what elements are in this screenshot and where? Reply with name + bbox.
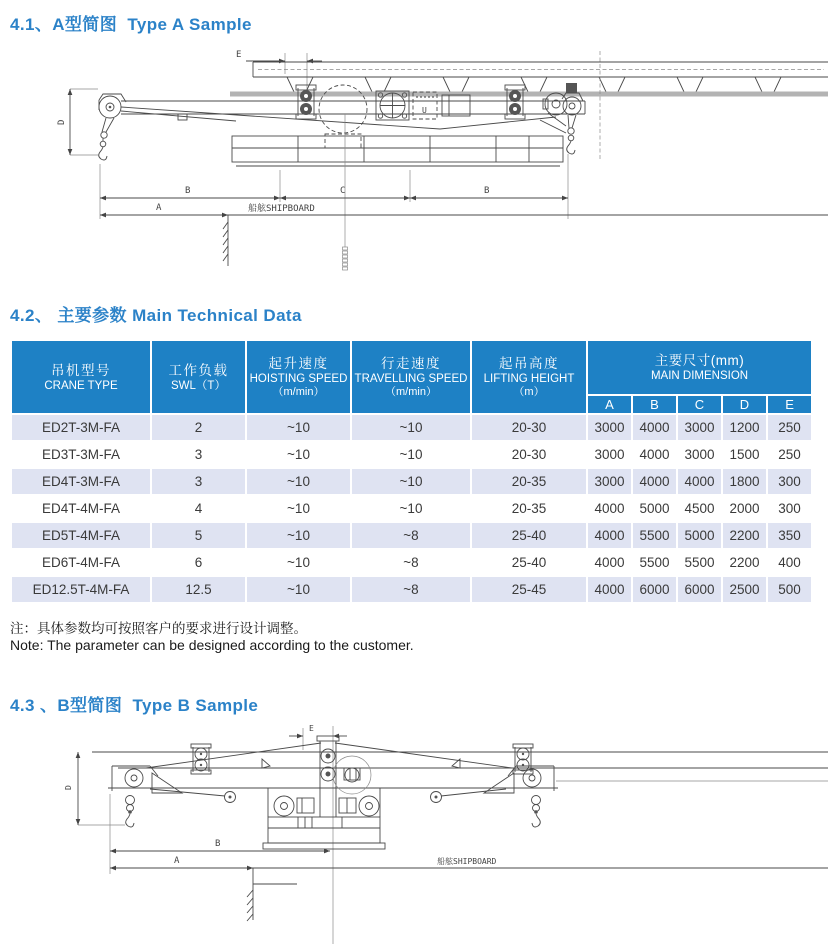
svg-text:A: A [156, 203, 162, 213]
table-cell: 5500 [632, 549, 677, 576]
left-boom-head [112, 766, 182, 827]
right-boom-head [540, 93, 583, 154]
table-cell: 25-40 [471, 549, 587, 576]
header-en: TRAVELLING SPEED [354, 373, 468, 385]
header-cn: 吊机型号 [51, 362, 111, 378]
table-cell: ED4T-4M-FA [11, 495, 151, 522]
header-unit: （m） [513, 386, 545, 398]
table-cell: 3000 [587, 414, 632, 441]
header-cn: 起升速度 [268, 356, 329, 371]
table-cell: ~10 [246, 522, 351, 549]
table-row [11, 522, 812, 549]
subheader-c: C [677, 395, 722, 414]
table-cell: 3000 [677, 414, 722, 441]
table-cell: 4000 [677, 468, 722, 495]
dimension-bcb [100, 154, 568, 219]
table-cell: 3000 [587, 468, 632, 495]
table-cell: ED6T-4M-FA [11, 549, 151, 576]
header-en: MAIN DIMENSION [650, 370, 749, 382]
type-a-crane-drawing [0, 44, 830, 289]
table-cell: 1500 [722, 441, 767, 468]
table-cell: 20-30 [471, 441, 587, 468]
center-mast [317, 736, 371, 817]
table-cell: 2000 [722, 495, 767, 522]
right-hook [532, 814, 540, 827]
table-cell: 20-35 [471, 495, 587, 522]
table-cell: 12.5 [151, 576, 246, 603]
subheader-d: D [722, 395, 767, 414]
table-cell: 4000 [632, 468, 677, 495]
table-cell: 5000 [677, 522, 722, 549]
table-cell: ~10 [246, 495, 351, 522]
col-header-hoisting-speed [246, 340, 351, 414]
table-cell: 2200 [722, 522, 767, 549]
col-header-travelling-speed [351, 340, 471, 414]
table-cell: 2500 [722, 576, 767, 603]
table-cell: ~10 [351, 414, 471, 441]
table-cell: 25-45 [471, 576, 587, 603]
table-cell: ~10 [246, 414, 351, 441]
trolley-stop [566, 83, 577, 93]
col-header-crane-type [11, 340, 151, 414]
note-cn: 注：具体参数均可按照客户的要求进行设计调整。 [10, 621, 307, 636]
svg-text:U: U [422, 106, 427, 115]
table-cell: 5500 [677, 549, 722, 576]
svg-text:A: A [174, 856, 180, 866]
table-row [11, 549, 812, 576]
left-boom-head [99, 94, 126, 160]
table-cell: 2200 [722, 549, 767, 576]
dimension-d [64, 752, 125, 825]
section-heading-main-data: 4.2、 主要参数 Main Technical Data [10, 306, 302, 325]
dimension-d [57, 89, 98, 155]
left-hook [99, 147, 107, 160]
table-cell: ~10 [246, 549, 351, 576]
col-header-main-dimension [587, 340, 812, 395]
table-cell: 6000 [632, 576, 677, 603]
table-cell: 300 [767, 468, 812, 495]
table-cell: ~10 [351, 441, 471, 468]
header-en: CRANE TYPE [44, 379, 118, 392]
subheader-b: B [632, 395, 677, 414]
table-cell: 4000 [632, 441, 677, 468]
dimension-e [236, 50, 322, 96]
svg-text:B: B [215, 839, 221, 849]
table-cell: 300 [767, 495, 812, 522]
header-cn: 行走速度 [381, 356, 441, 371]
table-body [11, 414, 812, 603]
svg-text:B: B [484, 186, 490, 196]
table-cell: 5500 [632, 522, 677, 549]
header-en: SWL（T） [171, 379, 226, 392]
table-cell: ~10 [351, 495, 471, 522]
notes-block [10, 620, 414, 654]
type-b-crane-drawing [0, 716, 830, 950]
table-cell: 1200 [722, 414, 767, 441]
table-cell: 20-35 [471, 468, 587, 495]
subheader-a: A [587, 395, 632, 414]
table-cell: 3000 [677, 441, 722, 468]
svg-text:D: D [64, 785, 73, 790]
table-row [11, 495, 812, 522]
header-en: LIFTING HEIGHT [483, 373, 575, 385]
table-cell: ~10 [246, 468, 351, 495]
dimension-a-shipboard [110, 856, 828, 921]
right-boom-head [484, 766, 554, 827]
table-cell: 4000 [587, 576, 632, 603]
table-cell: 4500 [677, 495, 722, 522]
table-cell: 500 [767, 576, 812, 603]
section-heading-type-b: 4.3 、B型简图 Type B Sample [10, 696, 259, 715]
machinery-platform [263, 788, 385, 849]
technical-data-table [10, 339, 813, 604]
dimension-a-shipboard [100, 202, 828, 266]
table-cell: 350 [767, 522, 812, 549]
table-cell: 25-40 [471, 522, 587, 549]
table-cell: 250 [767, 441, 812, 468]
table-row [11, 441, 812, 468]
table-cell: 250 [767, 414, 812, 441]
table-cell: 400 [767, 549, 812, 576]
header-cn: 主要尺寸(mm) [654, 353, 745, 368]
table-cell: 6 [151, 549, 246, 576]
svg-text:B: B [185, 186, 191, 196]
svg-text:E: E [236, 50, 242, 60]
subheader-e: E [767, 395, 812, 414]
table-cell: 4000 [587, 549, 632, 576]
svg-text:C: C [340, 186, 346, 196]
note-en: Note: The parameter can be designed according to the customer. [10, 637, 414, 653]
table-cell: 5 [151, 522, 246, 549]
header-cn: 起吊高度 [499, 356, 559, 371]
table-cell: 2 [151, 414, 246, 441]
walkway-platform [232, 136, 563, 166]
left-hook [126, 814, 134, 827]
svg-text:船舷SHIPBOARD: 船舷SHIPBOARD [437, 857, 497, 866]
table-cell: 4000 [587, 522, 632, 549]
table-cell: 4 [151, 495, 246, 522]
table-cell: 20-30 [471, 414, 587, 441]
header-en: HOISTING SPEED [249, 373, 348, 385]
table-cell: ~8 [351, 522, 471, 549]
svg-text:D: D [57, 119, 67, 125]
table-cell: 4000 [632, 414, 677, 441]
table-cell: ED5T-4M-FA [11, 522, 151, 549]
table-cell: ~10 [351, 468, 471, 495]
table-cell: 6000 [677, 576, 722, 603]
table-cell: ~8 [351, 549, 471, 576]
table-cell: 3 [151, 468, 246, 495]
table-cell: ~10 [246, 441, 351, 468]
table-header-row [11, 340, 812, 395]
section-heading-type-a: 4.1、A型简图 Type A Sample [10, 15, 252, 34]
header-unit: （m/min） [385, 386, 437, 398]
col-header-lifting-height [471, 340, 587, 414]
table-row [11, 468, 812, 495]
table-row [11, 576, 812, 603]
col-header-swl [151, 340, 246, 414]
table-cell: ED3T-3M-FA [11, 441, 151, 468]
header-cn: 工作负载 [168, 362, 229, 378]
table-cell: ED12.5T-4M-FA [11, 576, 151, 603]
svg-text:E: E [309, 724, 314, 733]
table-cell: 4000 [587, 495, 632, 522]
table-cell: ED2T-3M-FA [11, 414, 151, 441]
table-cell: 5000 [632, 495, 677, 522]
table-header [11, 340, 812, 414]
table-cell: 3 [151, 441, 246, 468]
table-cell: ~8 [351, 576, 471, 603]
table-cell: ~10 [246, 576, 351, 603]
table-cell: 1800 [722, 468, 767, 495]
svg-text:船舷SHIPBOARD: 船舷SHIPBOARD [248, 204, 315, 214]
table-row [11, 414, 812, 441]
table-cell: 3000 [587, 441, 632, 468]
header-unit: （m/min） [272, 386, 325, 398]
right-hook [567, 141, 575, 154]
table-cell: ED4T-3M-FA [11, 468, 151, 495]
